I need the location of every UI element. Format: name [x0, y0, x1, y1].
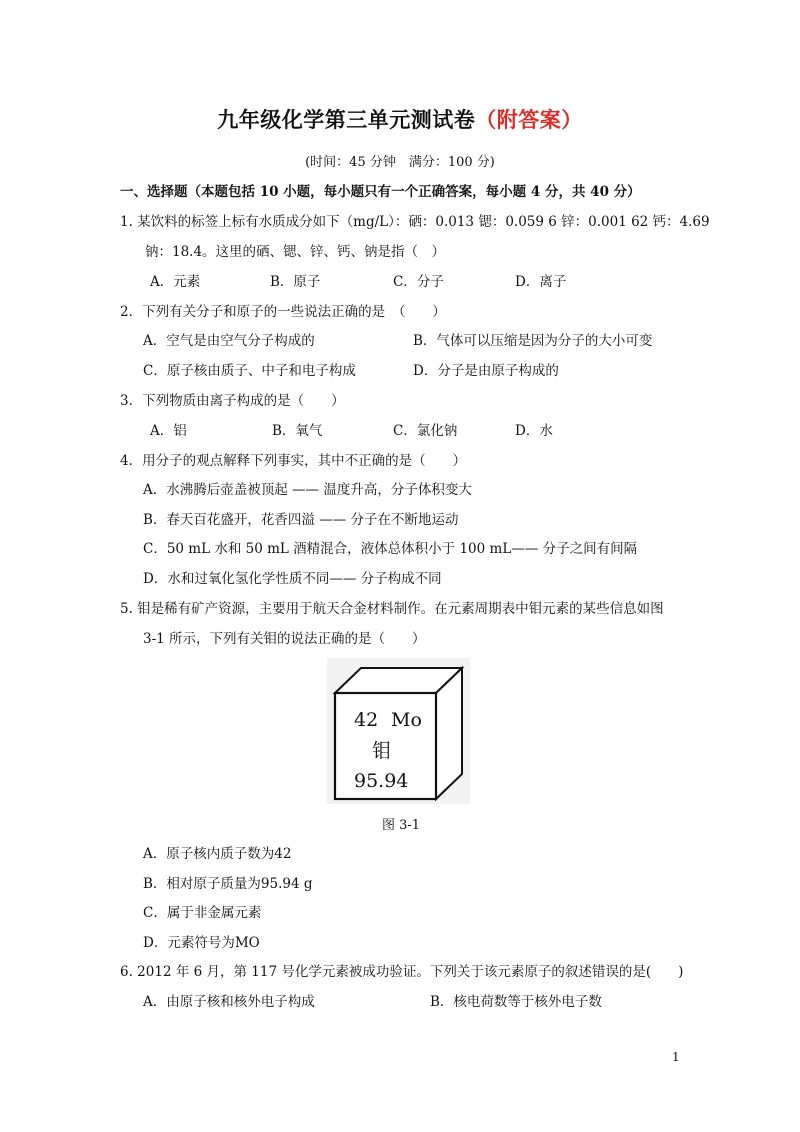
- question-5-line-1: 5. 钼是稀有矿产资源，主要用于航天合金材料制作。在元素周期表中钼元素的某些信息如图: [120, 601, 664, 617]
- question-3-stem: 3．下列物质由离子构成的是（ ）: [120, 393, 345, 409]
- element-name: 钼: [372, 740, 392, 762]
- question-4-option-a: A．水沸腾后壶盖被顶起 —— 温度升高，分子体积变大: [143, 482, 472, 498]
- question-2-option-d: D．分子是由原子构成的: [413, 363, 559, 379]
- question-1-option-d: D．离子: [515, 274, 567, 290]
- question-6-stem: 6. 2012 年 6 月，第 117 号化学元素被成功验证。下列关于该元素原子的叙述错误的是( ): [120, 964, 684, 980]
- page-title: [0, 104, 800, 134]
- question-1-line-1: 1. 某饮料的标签上标有水质成分如下（mg/L）：硒：0.013 锶：0.059 6 锌：0.001 62 钙：4.69: [120, 214, 710, 230]
- question-5-option-a: A．原子核内质子数为42: [143, 846, 292, 862]
- exam-info: (时间：45 分钟 满分：100 分): [305, 155, 495, 170]
- question-3-option-b: B．氧气: [272, 423, 323, 439]
- figure-caption: 图 3-1: [382, 818, 421, 833]
- question-5-line-2: 3-1 所示，下列有关钼的说法正确的是（ ）: [143, 631, 426, 647]
- question-4-option-d: D．水和过氧化氢化学性质不同—— 分子构成不同: [143, 571, 442, 587]
- atomic-number: 42: [354, 709, 379, 731]
- element-cube-figure: [327, 658, 470, 804]
- question-1-option-c: C．分子: [393, 274, 444, 290]
- question-1-option-a: A．元素: [150, 274, 201, 290]
- page-number: 1: [672, 1050, 680, 1064]
- element-cube-drawing: [327, 658, 470, 804]
- question-4-option-b: B．春天百花盛开，花香四溢 —— 分子在不断地运动: [143, 512, 459, 528]
- title-main: 九年级化学第三单元测试卷: [217, 107, 476, 132]
- question-6-option-a: A．由原子核和核外电子构成: [143, 994, 315, 1010]
- question-5-option-d: D．元素符号为MO: [143, 935, 260, 951]
- question-3-option-c: C．氯化钠: [393, 423, 458, 439]
- title-answer-tag: （附答案）: [475, 107, 583, 132]
- question-1-option-b: B．原子: [270, 274, 321, 290]
- question-2-option-c: C．原子核由质子、中子和电子构成: [143, 363, 356, 379]
- question-6-option-b: B．核电荷数等于核外电子数: [430, 994, 602, 1010]
- question-2-stem: 2．下列有关分子和原子的一些说法正确的是 （ ）: [120, 304, 446, 320]
- question-2-option-b: B．气体可以压缩是因为分子的大小可变: [413, 333, 653, 349]
- question-5-option-c: C．属于非金属元素: [143, 905, 262, 921]
- question-5-option-b: B．相对原子质量为95.94 g: [143, 876, 313, 892]
- element-symbol: Mo: [391, 709, 422, 731]
- question-4-option-c: C．50 mL 水和 50 mL 酒精混合，液体总体积小于 100 mL—— 分子之间有间隔: [143, 541, 638, 557]
- question-3-option-a: A．铝: [150, 423, 187, 439]
- atomic-mass: 95.94: [354, 770, 409, 792]
- question-3-option-d: D．水: [515, 423, 553, 439]
- question-4-stem: 4．用分子的观点解释下列事实，其中不正确的是（ ）: [120, 453, 467, 469]
- question-1-line-2: 钠：18.4。这里的硒、锶、锌、钙、钠是指（ ）: [145, 244, 446, 260]
- question-2-option-a: A．空气是由空气分子构成的: [143, 333, 315, 349]
- section-heading: 一、选择题（本题包括 10 小题，每小题只有一个正确答案，每小题 4 分，共 40 分）: [120, 184, 641, 200]
